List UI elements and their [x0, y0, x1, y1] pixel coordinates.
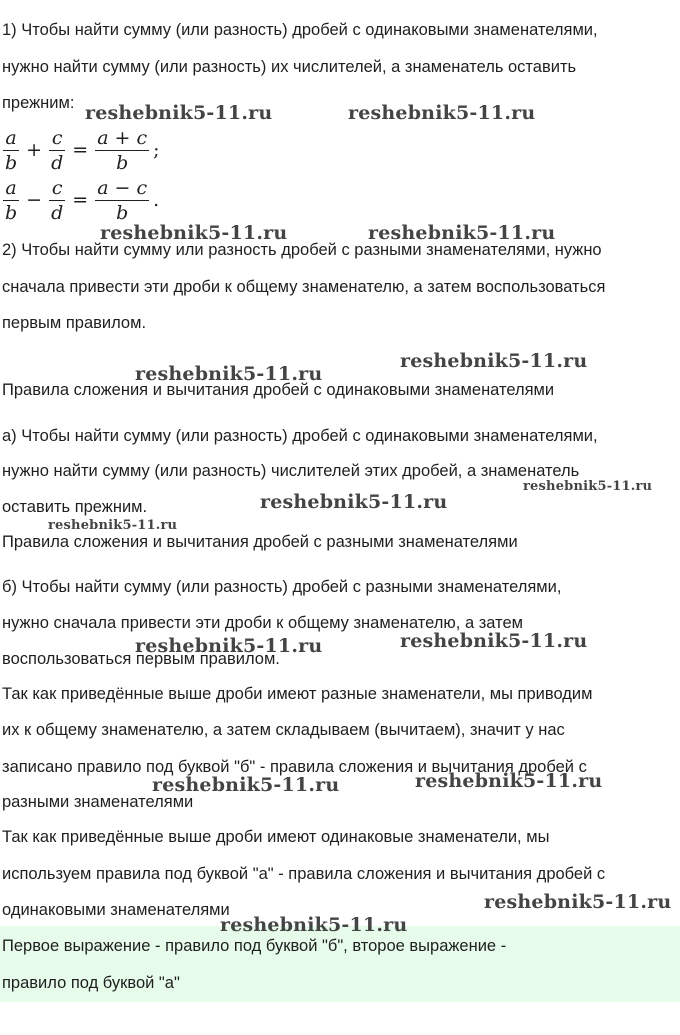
formula-sum: [0, 125, 160, 175]
denominator: d: [51, 151, 64, 174]
text-line: воспользоваться первым правилом.: [2, 650, 280, 668]
text-line: нужно найти сумму (или разность) их числителей, а знаменатель оставить: [2, 58, 577, 76]
fraction: [49, 127, 65, 174]
text-line: записано правило под буквой "б" - правила сложения и вычитания дробей с: [2, 758, 587, 776]
watermark: reshebnik5-11.ru: [135, 635, 323, 657]
equals-sign: =: [72, 139, 89, 161]
text-line: 1) Чтобы найти сумму (или разность) дробей с одинаковыми знаменателями,: [2, 21, 598, 39]
section-heading: Правила сложения и вычитания дробей с одинаковыми знаменателями: [2, 381, 555, 399]
watermark: reshebnik5-11.ru: [135, 363, 323, 385]
fraction: [95, 127, 149, 174]
text-line: одинаковыми знаменателями: [2, 901, 230, 919]
text-line: оставить прежним.: [2, 498, 148, 516]
text-line: разными знаменателями: [2, 793, 194, 811]
watermark: reshebnik5-11.ru: [100, 222, 288, 244]
text-line: 2) Чтобы найти сумму или разность дробей с разными знаменателями, нужно: [2, 241, 602, 259]
watermark: reshebnik5-11.ru: [368, 222, 556, 244]
numerator: a: [5, 176, 17, 199]
text-line: Так как приведённые выше дроби имеют разные знаменатели, мы приводим: [2, 685, 593, 703]
watermark: reshebnik5-11.ru: [484, 891, 672, 913]
watermark: reshebnik5-11.ru: [523, 479, 653, 494]
watermark: reshebnik5-11.ru: [48, 518, 178, 533]
denominator: d: [51, 201, 64, 224]
fraction: [3, 177, 19, 224]
numerator: c: [51, 126, 63, 149]
punctuation: ;: [153, 139, 160, 161]
watermark: reshebnik5-11.ru: [400, 630, 588, 652]
operator: −: [26, 189, 43, 211]
text-line: их к общему знаменателю, а затем складываем (вычитаем), значит у нас: [2, 721, 565, 739]
operator: +: [26, 139, 43, 161]
fraction: [95, 177, 149, 224]
watermark: reshebnik5-11.ru: [220, 914, 408, 936]
numerator: a: [5, 126, 17, 149]
watermark: reshebnik5-11.ru: [400, 350, 588, 372]
denominator: b: [116, 151, 129, 174]
formula-difference: [0, 175, 159, 225]
denominator: b: [5, 201, 18, 224]
numerator: c: [51, 176, 63, 199]
text-line: б) Чтобы найти сумму (или разность) дробей с разными знаменателями,: [2, 578, 562, 596]
answer-block: [0, 926, 680, 1002]
text-line: Так как приведённые выше дроби имеют одинаковые знаменатели, мы: [2, 828, 550, 846]
punctuation: .: [153, 189, 160, 211]
watermark: reshebnik5-11.ru: [260, 491, 448, 513]
answer-line: правило под буквой "а": [2, 974, 180, 992]
watermark: reshebnik5-11.ru: [85, 102, 273, 124]
numerator: a − c: [97, 176, 148, 199]
text-line: сначала привести эти дроби к общему знаменателю, а затем воспользоваться: [2, 278, 606, 296]
denominator: b: [5, 151, 18, 174]
watermark: reshebnik5-11.ru: [348, 102, 536, 124]
text-line: первым правилом.: [2, 314, 147, 332]
denominator: b: [116, 201, 129, 224]
fraction: [3, 127, 19, 174]
fraction: [49, 177, 65, 224]
text-line: используем правила под буквой "а" - правила сложения и вычитания дробей с: [2, 865, 606, 883]
section-heading: Правила сложения и вычитания дробей с разными знаменателями: [2, 533, 518, 551]
text-line: а) Чтобы найти сумму (или разность) дробей с одинаковыми знаменателями,: [2, 427, 598, 445]
watermark: reshebnik5-11.ru: [152, 774, 340, 796]
text-line: нужно сначала привести эти дроби к общему знаменателю, а затем: [2, 614, 523, 632]
equals-sign: =: [72, 189, 89, 211]
answer-line: Первое выражение - правило под буквой "б", второе выражение -: [2, 937, 507, 955]
text-line: нужно найти сумму (или разность) числителей этих дробей, а знаменатель: [2, 462, 580, 480]
watermark: reshebnik5-11.ru: [415, 770, 603, 792]
numerator: a + c: [97, 126, 148, 149]
text-line: прежним:: [2, 94, 75, 112]
